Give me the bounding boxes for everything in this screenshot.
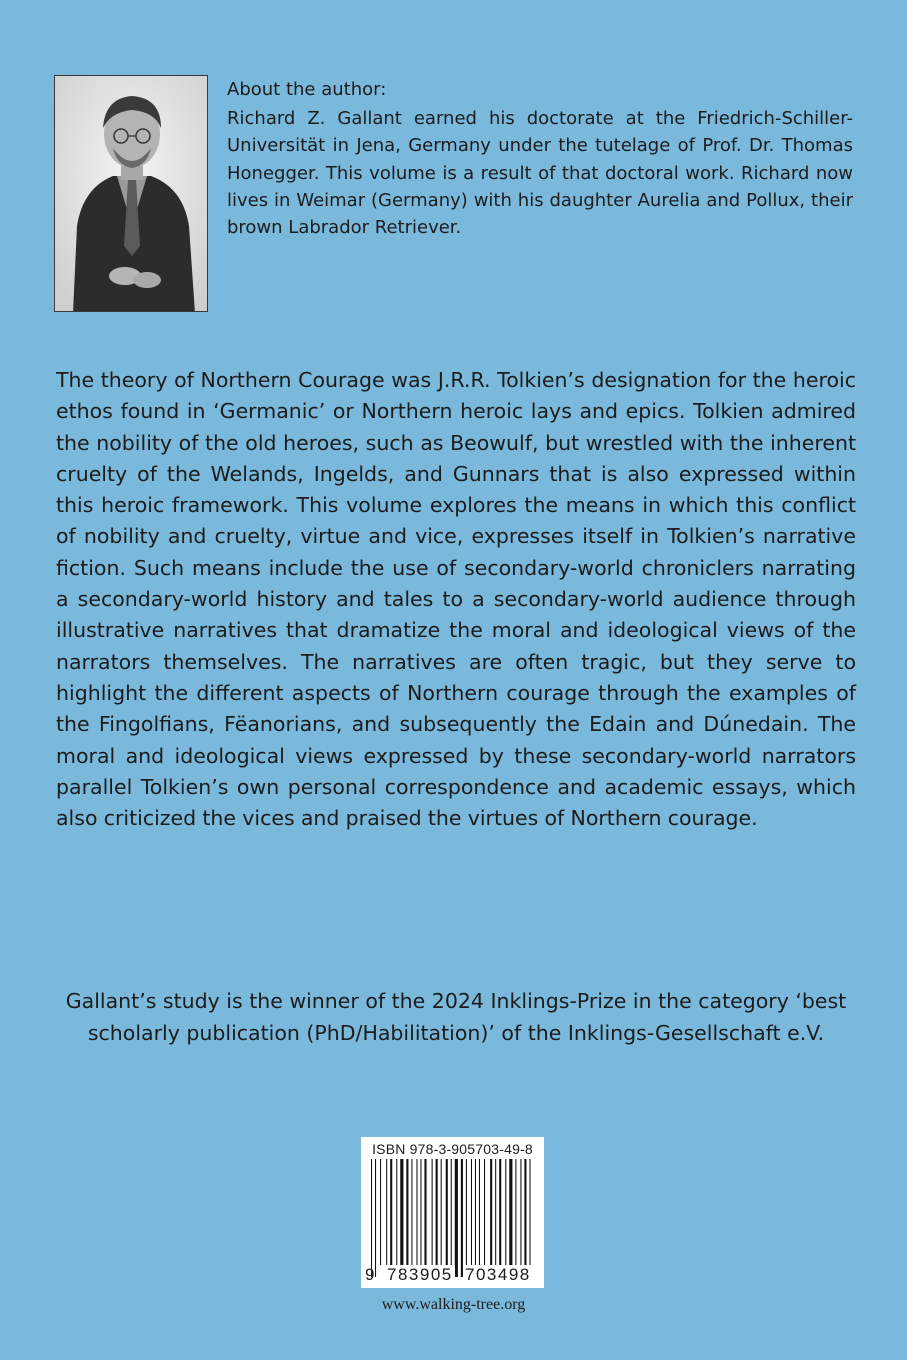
barcode-bars (369, 1159, 536, 1277)
barcode-bar (436, 1159, 438, 1265)
barcode-digit-group-left: 783905 (387, 1265, 453, 1284)
barcode-bar (420, 1159, 421, 1265)
barcode-bar (520, 1159, 521, 1265)
author-photo (54, 75, 208, 312)
barcode-bar (515, 1159, 516, 1265)
barcode-bar (451, 1159, 452, 1265)
barcode-bar (524, 1159, 526, 1265)
barcode-digit-group-right: 703498 (465, 1265, 531, 1284)
about-author-heading: About the author: (227, 79, 387, 100)
barcode-bar (396, 1159, 397, 1265)
barcode-bar (446, 1159, 448, 1265)
barcode-bar (461, 1159, 463, 1277)
barcode-bar (411, 1159, 412, 1265)
barcode-bar (475, 1159, 476, 1265)
author-portrait-image (55, 76, 208, 312)
barcode-bar (390, 1159, 392, 1265)
barcode-bar (471, 1159, 472, 1265)
barcode-bar (466, 1159, 467, 1265)
barcode-bar (495, 1159, 496, 1265)
author-bio: Richard Z. Gallant earned his doctorate at the Friedrich-Schiller-Universität in Jena, Germany under the tutelage of Prof. Dr. Thomas Honegger. This volume is a result of that doctoral work. Richard now lives in Weimar (Germany) with his daughter Aurelia and Pollux, their brown Labrador Retriever. (227, 108, 853, 239)
barcode-bar (499, 1159, 501, 1265)
barcode-bar (386, 1159, 387, 1265)
barcode-bar (406, 1159, 408, 1265)
barcode-bar (416, 1159, 417, 1265)
isbn-label: ISBN 978-3-905703-49-8 (372, 1141, 533, 1157)
barcode-bar (490, 1159, 492, 1265)
barcode-bar (371, 1159, 372, 1277)
barcode-bar (479, 1159, 480, 1265)
book-description: The theory of Northern Courage was J.R.R. Tolkien’s designation for the heroic ethos found in ‘Germanic’ or Northern heroic lays and epics. Tolkien admired the nobility of the old heroes, such as Beowulf, but wrestled with the inherent cruelty of the Welands, Ingelds, and Gunnars that is also expressed within this heroic framework. This volume explores the means in which this conflict of nobility and cruelty, virtue and vice, expresses itself in Tolkien’s narrative fiction. Such means include the use of secondary-world chroniclers narrating a secondary-world history and tales to a secondary-world audience through illustrative narratives that dramatize the moral and ideological views of the narrators themselves. The narratives are often tragic, but they serve to highlight the different aspects of Northern courage through the examples of the Fingolfians, Fëanorians, and subsequently the Edain and Dúnedain. The moral and ideological views expressed by these secondary-world narrators parallel Tolkien’s own personal correspondence and academic essays, which also criticized the vices and praised the virtues of Northern courage. (56, 368, 856, 831)
publisher-website: www.walking-tree.org (381, 1296, 526, 1313)
barcode-bar (441, 1159, 442, 1265)
barcode-bar (529, 1159, 530, 1265)
barcode-digit-lead: 9 (365, 1265, 375, 1284)
barcode-bar (400, 1159, 403, 1265)
barcode-bar (375, 1159, 376, 1277)
isbn-barcode (361, 1137, 544, 1288)
about-author-section (227, 76, 853, 241)
barcode-bar (380, 1159, 381, 1265)
barcode-bar (484, 1159, 485, 1265)
barcode-bar (455, 1159, 458, 1277)
barcode-bar (432, 1159, 433, 1265)
barcode-bar (505, 1159, 506, 1265)
prize-statement: Gallant’s study is the winner of the 2024 Inklings-Prize in the category ‘best scholarly publication (PhD/Habilitation)’ of the Inklings-Gesellschaft e.V. (65, 989, 847, 1045)
barcode-bar (424, 1159, 426, 1265)
barcode-bar (509, 1159, 512, 1265)
